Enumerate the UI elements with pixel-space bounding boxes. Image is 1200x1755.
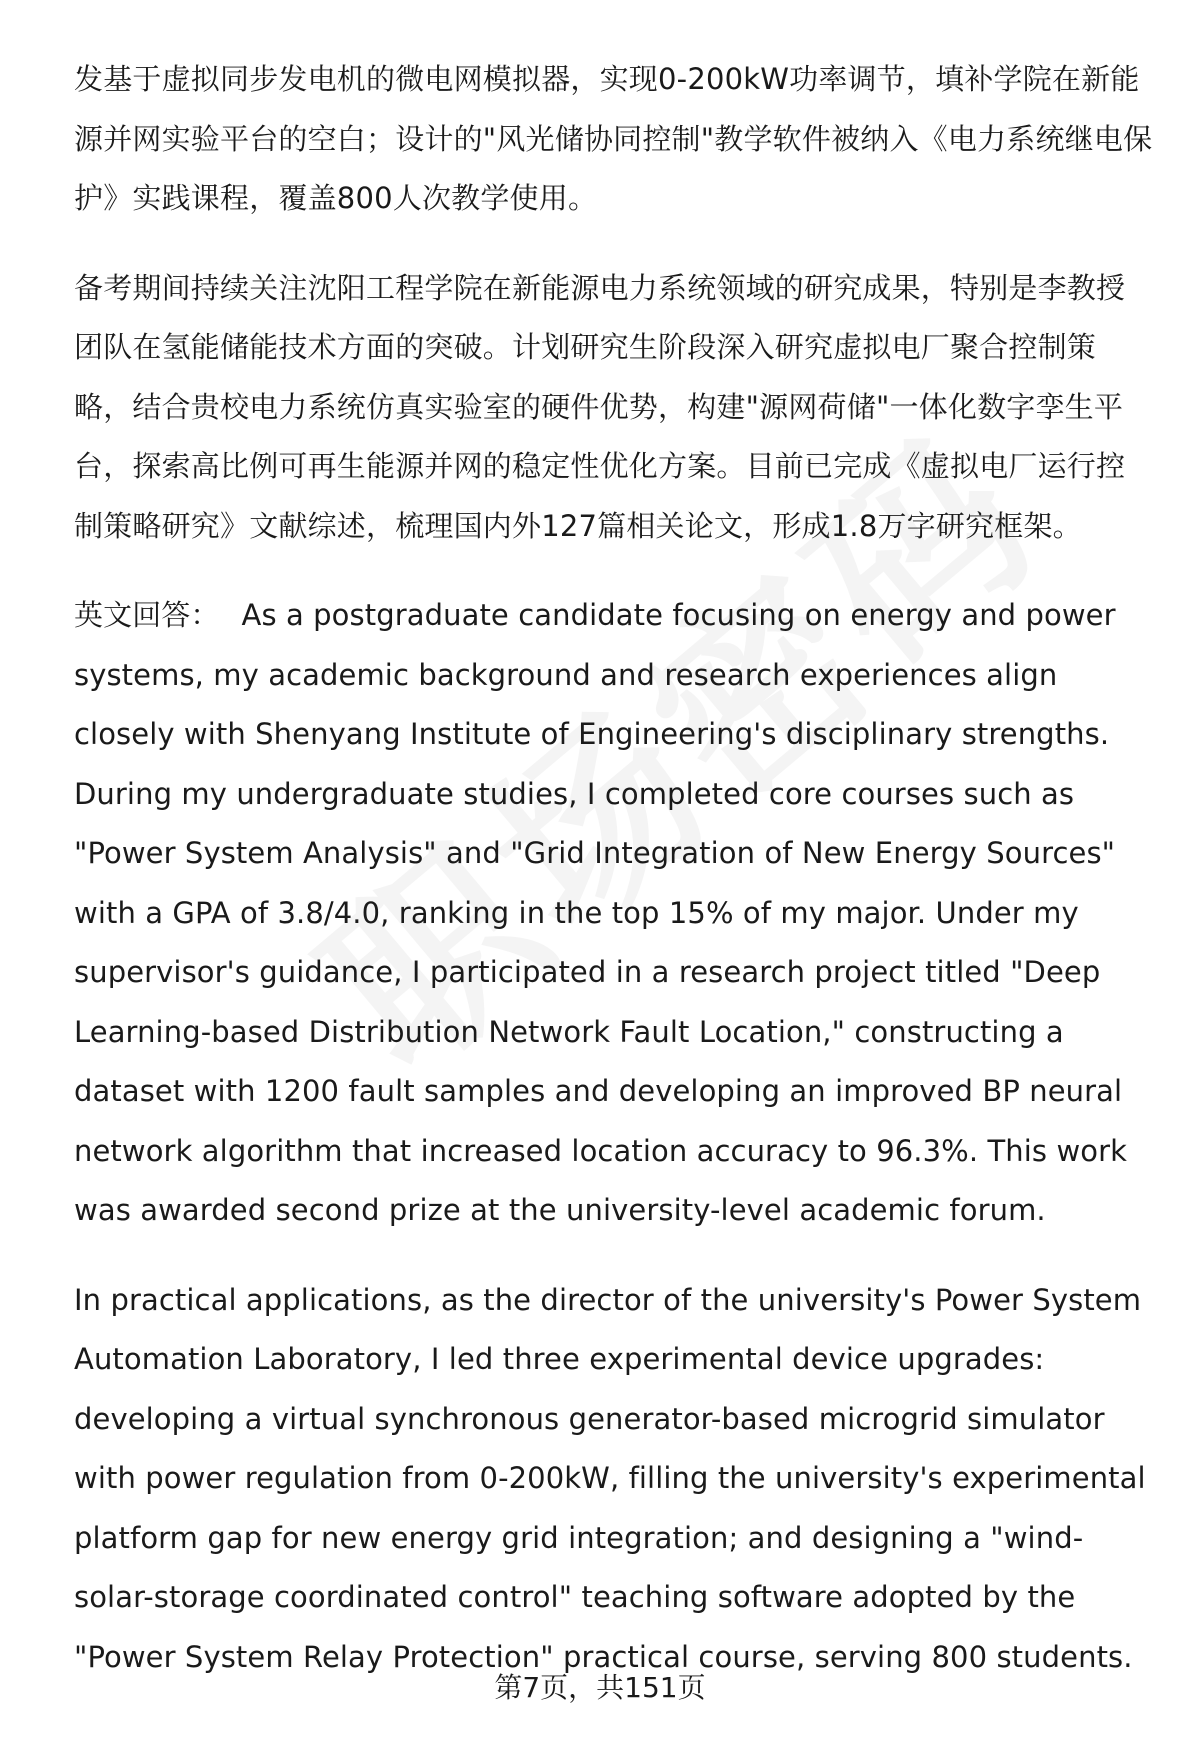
paragraph-chinese-research-plan: 备考期间持续关注沈阳工程学院在新能源电力系统领域的研究成果，特别是李教授团队在氢能储能技术方面的突破。计划研究生阶段深入研究虚拟电厂聚合控制策略，结合贵校电力系统仿真实验室的硬件优势，构建"源网荷储"一体化数字孪生平台，探索高比例可再生能源并网的稳定性优化方案。目前已完成《虚拟电厂运行控制策略研究》文献综述，梳理国内外127篇相关论文，形成1.8万字研究框架。: [74, 270, 1126, 543]
paragraph-english-answer: [74, 586, 1154, 1241]
paragraph-english-practice: In practical applications, as the director of the university's Power System Automation Laboratory, I led three experimental device upgrades: developing a virtual synchronous generator-based microgrid simulator with power regulation from 0-200kW, filling the university's experimental platform gap for new energy grid integration; and designing a "wind-solar-storage coordinated control" teaching software adopted by the "Power System Relay Protection" practical course, serving 800 students.: [74, 1282, 1146, 1674]
document-body: [74, 50, 1154, 1717]
paragraph-chinese-continuation: 发基于虚拟同步发电机的微电网模拟器，实现0-200kW功率调节，填补学院在新能源并网实验平台的空白；设计的"风光储协同控制"教学软件被纳入《电力系统继电保护》实践课程，覆盖800人次教学使用。: [74, 62, 1153, 215]
english-answer-label: 英文回答：: [74, 598, 220, 632]
english-answer-text: As a postgraduate candidate focusing on energy and power systems, my academic background and research experiences align closely with Shenyang Institute of Engineering's disciplinary strengths. During my undergraduate studies, I completed core courses such as "Power System Analysis" and "Grid Integration of New Energy Sources" with a GPA of 3.8/4.0, ranking in the top 15% of my major. Under my supervisor's guidance, I participated in a research project titled "Deep Learning-based Distribution Network Fault Location," constructing a dataset with 1200 fault samples and developing an improved BP neural network algorithm that increased location accuracy to 96.3%. This work was awarded second prize at the university-level academic forum.: [74, 598, 1128, 1227]
page-number: 第7页，共151页: [494, 1671, 706, 1704]
